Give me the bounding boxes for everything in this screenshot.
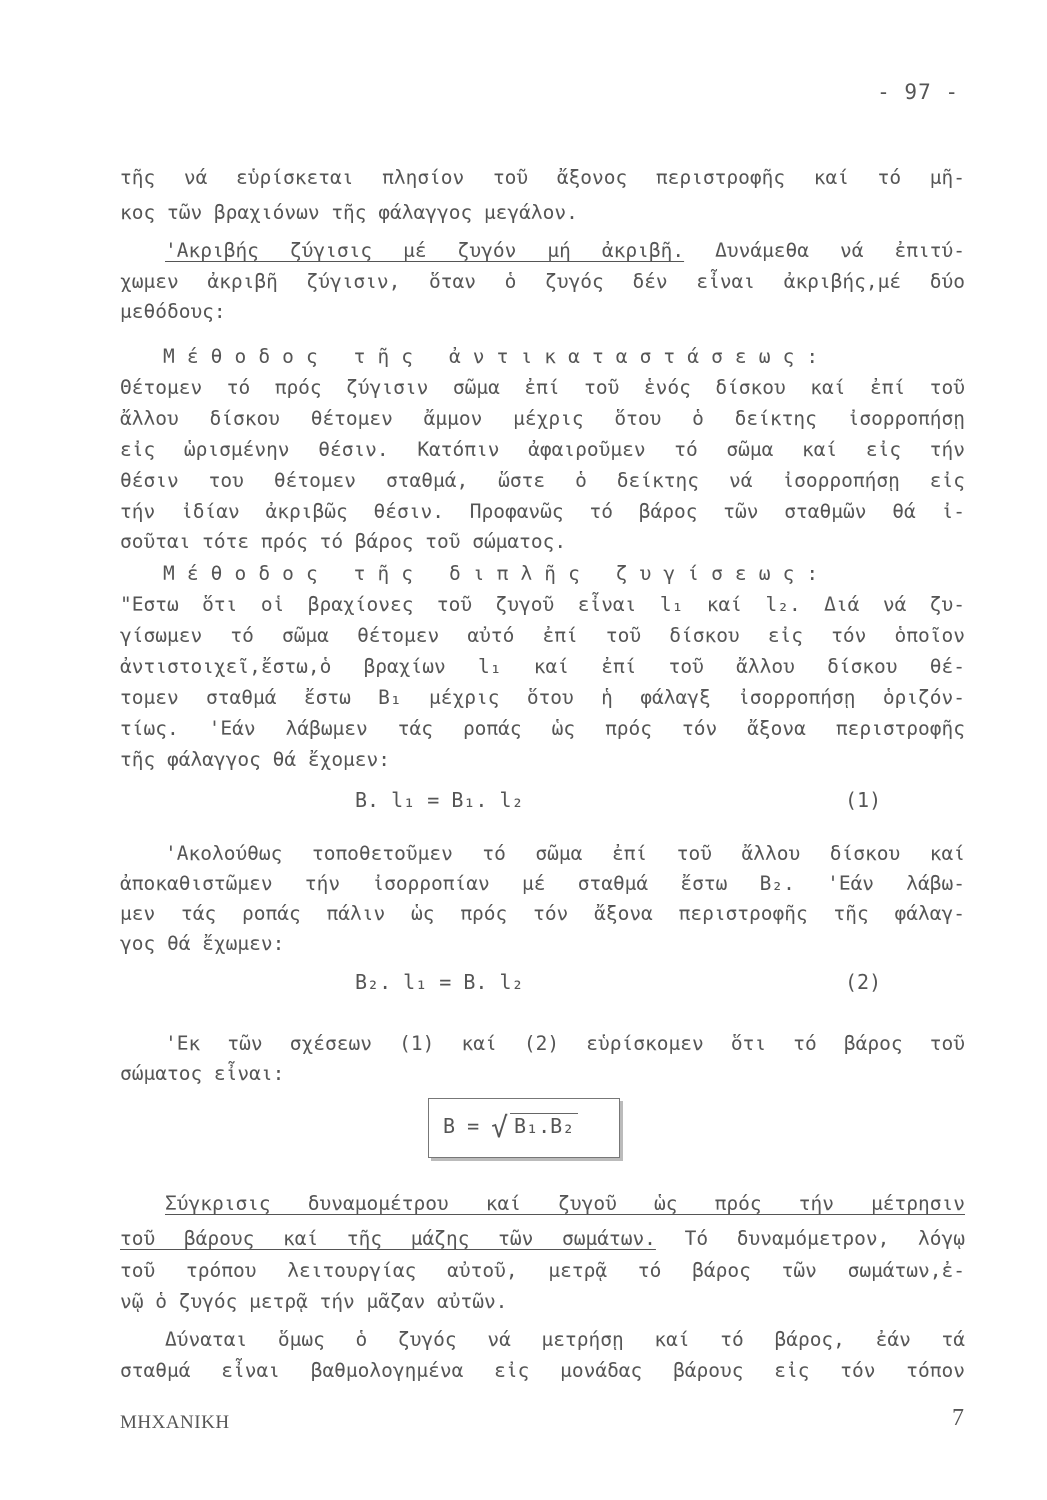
text-line: μεν τάς ροπάς πάλιν ὡς πρός τόν ἄξονα περιστροφῆς τῆς φάλαγ- xyxy=(120,902,965,925)
method-heading: Μέθοδος τῆς ἀντικαταστάσεως: xyxy=(163,345,831,368)
text-line: τῆς νά εὑρίσκεται πλησίον τοῦ ἄξονος περιστροφῆς καί τό μῆ- xyxy=(120,166,965,189)
text-line: νῷ ὁ ζυγός μετρᾷ τήν μᾶζαν αὐτῶν. xyxy=(120,1290,508,1313)
text-line xyxy=(120,1225,965,1253)
equation-1: B. l₁ = B₁. l₂ xyxy=(355,788,524,812)
text-line: τίως. 'Εάν λάβωμεν τάς ροπάς ὡς πρός τόν ἄξονα περιστροφῆς xyxy=(120,717,965,740)
text-line: σταθμά εἶναι βαθμολογημένα εἰς μονάδας βάρους εἰς τόν τόπον xyxy=(120,1359,965,1382)
text-line: Δύναται ὅμως ὁ ζυγός νά μετρήσῃ καί τό βάρος, ἐάν τά xyxy=(165,1328,965,1351)
method-heading: Μέθοδος τῆς διπλῆς ζυγίσεως: xyxy=(163,562,831,585)
text-line: 'Ακολούθως τοποθετοῦμεν τό σῶμα ἐπί τοῦ ἄλλου δίσκου καί xyxy=(165,842,965,865)
text-line: τομεν σταθμά ἔστω B₁ μέχρις ὅτου ἡ φάλαγξ ἰσορροπήσῃ ὁριζόν- xyxy=(120,686,965,709)
text-line: μεθόδους: xyxy=(120,300,226,323)
section-heading: τοῦ βάρους καί τῆς μάζης τῶν σωμάτων. xyxy=(120,1227,656,1250)
text-line: τῆς φάλαγγος θά ἔχομεν: xyxy=(120,748,391,771)
text-line: σώματος εἶναι: xyxy=(120,1062,285,1085)
equation-2: B₂. l₁ = B. l₂ xyxy=(355,970,524,994)
boxed-formula xyxy=(428,1098,620,1158)
formula-radicand: B₁.B₂ xyxy=(510,1113,578,1138)
text-line: ἀποκαθιστῶμεν τήν ἰσορροπίαν μέ σταθμά ἔστω B₂. 'Εάν λάβω- xyxy=(120,872,965,895)
footer-title: ΜΗΧΑΝΙΚΗ xyxy=(120,1412,230,1433)
footer-signature-number: 7 xyxy=(952,1405,964,1431)
text-line: Θέτομεν τό πρός ζύγισιν σῶμα ἐπί τοῦ ἑνός δίσκου καί ἐπί τοῦ xyxy=(120,376,965,399)
text-line: 'Εκ τῶν σχέσεων (1) καί (2) εὑρίσκομεν ὅτι τό βάρος τοῦ xyxy=(165,1032,965,1055)
text-line: "Εστω ὅτι οἱ βραχίονες τοῦ ζυγοῦ εἶναι l₁ καί l₂. Διά νά ζυ- xyxy=(120,593,965,616)
text-line: γος θά ἔχωμεν: xyxy=(120,932,285,955)
text-line: ἄλλου δίσκου θέτομεν ἄμμον μέχρις ὅτου ὁ δείκτης ἰσορροπήσῃ xyxy=(120,407,965,430)
square-root-icon: √ xyxy=(491,1111,509,1144)
text-line: χωμεν ἀκριβῆ ζύγισιν, ὅταν ὁ ζυγός δέν εἶναι ἀκριβής,μέ δύο xyxy=(120,270,965,293)
text-line: γίσωμεν τό σῶμα θέτομεν αὐτό ἐπί τοῦ δίσκου εἰς τόν ὁποῖον xyxy=(120,624,965,647)
text-fragment: Τό δυναμόμετρον, λόγῳ xyxy=(684,1227,965,1250)
text-line: τοῦ τρόπου λειτουργίας αὐτοῦ, μετρᾷ τό βάρος τῶν σωμάτων,ἐ- xyxy=(120,1259,965,1282)
text-fragment: Δυνάμεθα νά ἐπιτύ- xyxy=(715,239,965,262)
text-line: ἀντιστοιχεῖ,ἔστω,ὁ βραχίων l₁ καί ἐπί τοῦ ἄλλου δίσκου θέ- xyxy=(120,655,965,678)
section-heading: 'Ακριβής ζύγισις μέ ζυγόν μή ἀκριβῆ. xyxy=(165,239,685,262)
text-line: τήν ἰδίαν ἀκριβῶς θέσιν. Προφανῶς τό βάρος τῶν σταθμῶν θά ἰ- xyxy=(120,500,965,523)
formula-lhs: B = xyxy=(443,1114,480,1138)
text-line: εἰς ὡρισμένην θέσιν. Κατόπιν ἀφαιροῦμεν τό σῶμα καί εἰς τήν xyxy=(120,438,965,461)
equation-number: (1) xyxy=(845,788,882,812)
page-number: - 97 - xyxy=(877,80,959,104)
text-line: θέσιν του θέτομεν σταθμά, ὥστε ὁ δείκτης νά ἰσορροπήσῃ εἰς xyxy=(120,469,965,492)
text-line xyxy=(165,237,965,265)
text-line: κος τῶν βραχιόνων τῆς φάλαγγος μεγάλον. xyxy=(120,201,578,224)
section-heading: Σύγκρισις δυναμομέτρου καί ζυγοῦ ὡς πρός τήν μέτρησιν xyxy=(165,1192,965,1215)
equation-number: (2) xyxy=(845,970,882,994)
text-line: σοῦται τότε πρός τό βάρος τοῦ σώματος. xyxy=(120,530,567,553)
